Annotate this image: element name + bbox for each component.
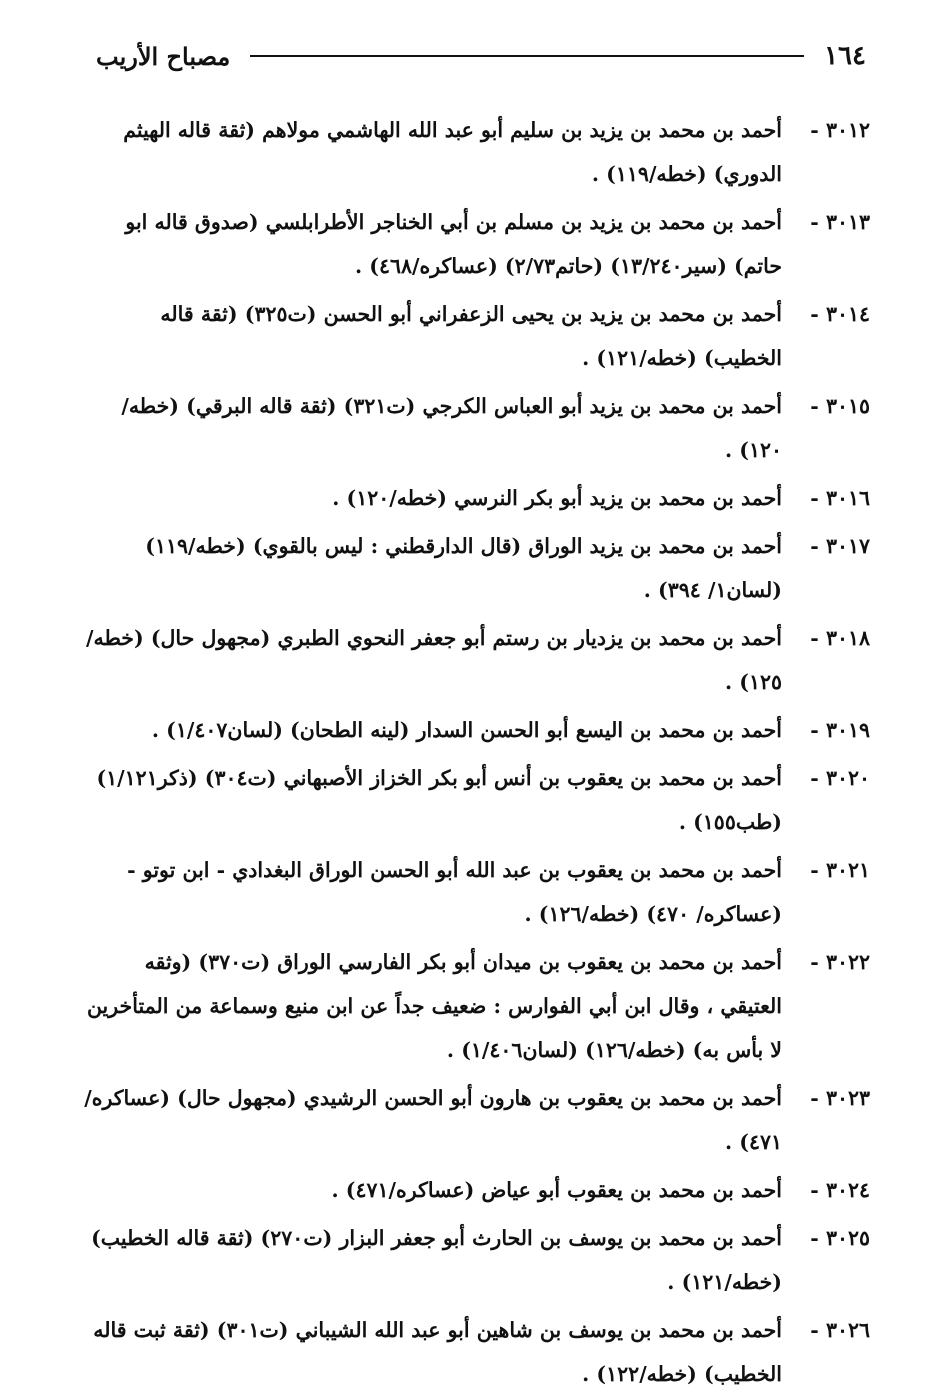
entry-text: أحمد بن محمد بن اليسع أبو الحسن السدار (لينه الطحان) (لسان١/٤٠٧) . xyxy=(151,718,782,742)
list-item xyxy=(80,708,870,752)
list-item xyxy=(80,616,870,704)
entry-number: ٣٠١٨ - xyxy=(810,626,870,650)
entry-number: ٣٠٢٥ - xyxy=(810,1226,870,1250)
entry-text: أحمد بن محمد بن يعقوب بن أنس أبو بكر الخزاز الأصبهاني (ت٣٠٤) (ذكر١/١٢١) (طب١٥٥) . xyxy=(96,766,782,834)
entry-number: ٣٠١٦ - xyxy=(810,486,870,510)
list-item xyxy=(80,1308,870,1396)
entry-number: ٣٠٢٣ - xyxy=(810,1086,870,1110)
list-item xyxy=(80,384,870,472)
entry-number: ٣٠٢٤ - xyxy=(810,1178,870,1202)
list-item xyxy=(80,1076,870,1164)
entry-text: أحمد بن محمد بن يعقوب بن عبد الله أبو الحسن الوراق البغدادي - ابن توتو - (عساكره/ ٤٧٠) (خطه/١٢٦) . xyxy=(127,858,782,926)
entry-text: أحمد بن محمد بن يزديار بن رستم أبو جعفر النحوي الطبري (مجهول حال) (خطه/ ١٢٥) . xyxy=(86,626,782,694)
book-title: مصباح الأريب xyxy=(96,41,231,71)
entry-text: أحمد بن محمد بن يزيد أبو العباس الكرجي (ت٣٢١) (ثقة قاله البرقي) (خطه/١٢٠) . xyxy=(121,394,782,462)
entry-number: ٣٠١٤ - xyxy=(810,302,870,326)
entry-text: أحمد بن محمد بن يعقوب بن ميدان أبو بكر الفارسي الوراق (ت٣٧٠) (وثقه العتيقي ، وقال ابن أبي الفوارس : ضعيف جداً عن ابن منيع وسماعة من المتأخرين لا بأس به) (خطه/١٢٦) (لسان١/٤٠٦) . xyxy=(86,950,782,1062)
list-item xyxy=(80,756,870,844)
entry-number: ٣٠٢٦ - xyxy=(810,1318,870,1342)
page-number: ١٦٤ xyxy=(824,41,866,71)
entry-list xyxy=(80,108,870,1400)
list-item xyxy=(80,1216,870,1304)
list-item xyxy=(80,524,870,612)
entry-number: ٣٠١٩ - xyxy=(810,718,870,742)
entry-number: ٣٠٢٠ - xyxy=(810,766,870,790)
entry-text: أحمد بن محمد بن يعقوب بن هارون أبو الحسن الرشيدي (مجهول حال) (عساكره/ ٤٧١) . xyxy=(84,1086,782,1154)
list-item xyxy=(80,108,870,196)
entry-number: ٣٠٢٢ - xyxy=(810,950,870,974)
entry-number: ٣٠١٣ - xyxy=(810,210,870,234)
entry-text: أحمد بن محمد بن يزيد بن مسلم بن أبي الخناجر الأطرابلسي (صدوق قاله ابو حاتم) (سير١٣/٢٤٠) (حاتم٢/٧٣) (عساكره/٤٦٨) . xyxy=(125,210,782,278)
entry-text: أحمد بن محمد بن يزيد الوراق (قال الدارقطني : ليس بالقوي) (خطه/١١٩) (لسان١/ ٣٩٤) . xyxy=(145,534,782,602)
entry-number: ٣٠١٧ - xyxy=(810,534,870,558)
entry-text: أحمد بن محمد بن يزيد أبو بكر النرسي (خطه/١٢٠) . xyxy=(332,486,782,510)
header-rule xyxy=(250,55,804,57)
list-item xyxy=(80,1168,870,1212)
list-item xyxy=(80,848,870,936)
page-header xyxy=(96,36,866,76)
entry-number: ٣٠٢١ - xyxy=(810,858,870,882)
entry-text: أحمد بن محمد بن يوسف بن الحارث أبو جعفر البزار (ت٢٧٠) (ثقة قاله الخطيب) (خطه/١٢١) . xyxy=(91,1226,782,1294)
entry-text: أحمد بن محمد بن يعقوب أبو عياض (عساكره/٤٧١) . xyxy=(331,1178,782,1202)
entry-number: ٣٠١٢ - xyxy=(810,118,870,142)
list-item xyxy=(80,200,870,288)
list-item xyxy=(80,292,870,380)
entry-text: أحمد بن محمد بن يوسف بن شاهين أبو عبد الله الشيباني (ت٣٠١) (ثقة ثبت قاله الخطيب) (خطه/١٢٢) . xyxy=(93,1318,782,1386)
list-item xyxy=(80,940,870,1072)
entry-text: أحمد بن محمد بن يزيد بن سليم أبو عبد الله الهاشمي مولاهم (ثقة قاله الهيثم الدوري) (خطه/١١٩) . xyxy=(123,118,782,186)
list-item xyxy=(80,476,870,520)
entry-number: ٣٠١٥ - xyxy=(810,394,870,418)
entry-text: أحمد بن محمد بن يزيد بن يحيى الزعفراني أبو الحسن (ت٣٢٥) (ثقة قاله الخطيب) (خطه/١٢١) . xyxy=(160,302,782,370)
